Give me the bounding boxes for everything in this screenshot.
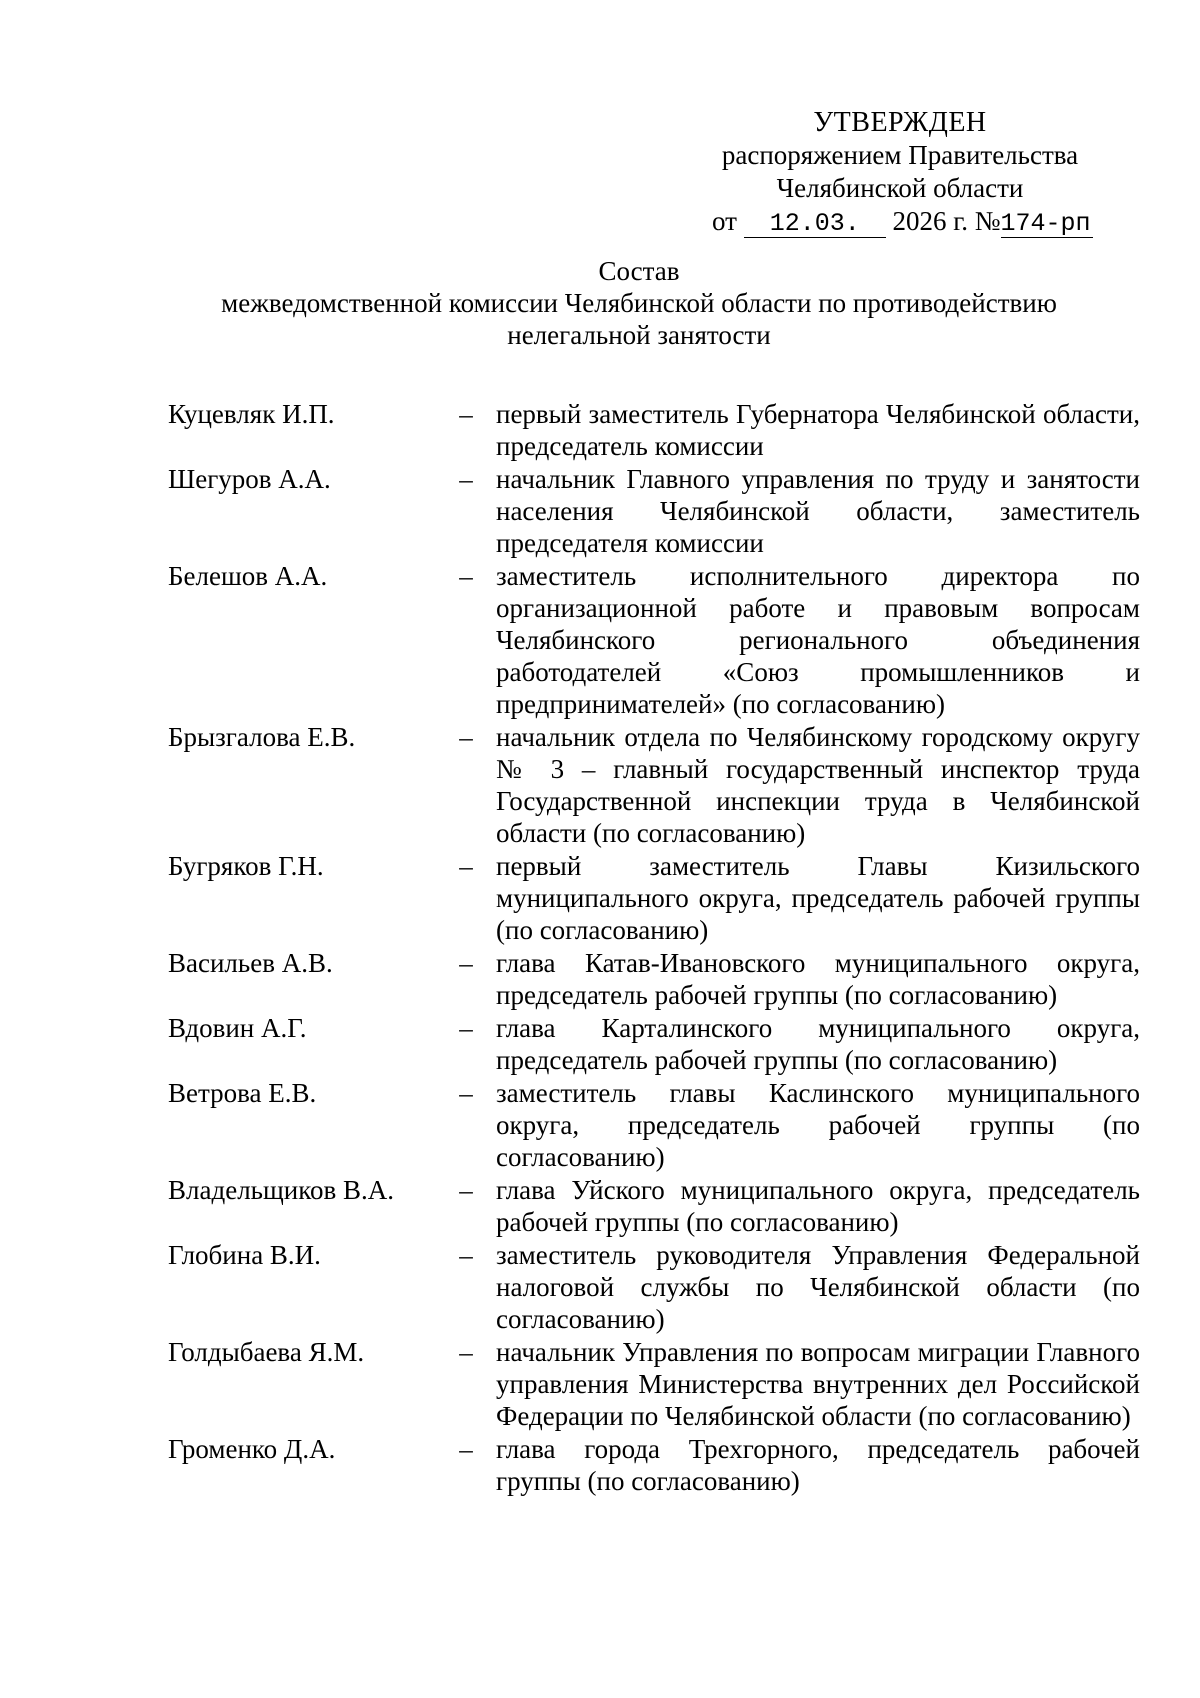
member-name: Белешов А.А. (168, 561, 328, 591)
member-role: глава Катав-Ивановского муниципального округа, председатель рабочей группы (по согласованию) (496, 948, 1140, 1010)
member-name: Владельщиков В.А. (168, 1175, 394, 1205)
member-name: Брызгалова Е.В. (168, 722, 356, 752)
member-dash: – (459, 722, 473, 752)
member-row (168, 1174, 1140, 1238)
member-name: Голдыбаева Я.М. (168, 1337, 365, 1367)
member-row (168, 1433, 1140, 1497)
member-name: Глобина В.И. (168, 1240, 321, 1270)
member-dash: – (459, 1337, 473, 1367)
member-dash: – (459, 1434, 473, 1464)
member-dash: – (459, 851, 473, 881)
document-number: 174-рп (1000, 209, 1091, 238)
approval-line-2: Челябинской области (776, 173, 1024, 203)
date-value: 12.03. (744, 211, 886, 238)
member-role: заместитель исполнительного директора по организационной работе и правовым вопросам Челябинского регионального объединения работодателей «Союз промышленников и предпринимателей» (по согласованию) (496, 561, 1140, 719)
member-row (168, 721, 1140, 849)
members-list (168, 398, 1140, 1498)
title-line-3: нелегальной занятости (507, 320, 771, 350)
member-dash: – (459, 464, 473, 494)
title-line-2: межведомственной комиссии Челябинской области по противодействию (221, 288, 1057, 318)
member-row (168, 560, 1140, 720)
approval-line-1: распоряжением Правительства (721, 140, 1079, 170)
year-text: 2026 г. № (892, 206, 1001, 236)
member-row (168, 398, 1140, 462)
member-row (168, 850, 1140, 946)
document-title (100, 255, 1178, 351)
member-dash: – (459, 561, 473, 591)
member-name: Васильев А.В. (168, 948, 333, 978)
member-row (168, 1336, 1140, 1432)
member-dash: – (459, 1240, 473, 1270)
member-role: заместитель руководителя Управления Федеральной налоговой службы по Челябинской области (по согласованию) (496, 1240, 1140, 1334)
member-row (168, 1012, 1140, 1076)
member-dash: – (459, 1078, 473, 1108)
member-dash: – (459, 1175, 473, 1205)
date-prefix: от (712, 206, 737, 236)
member-row (168, 463, 1140, 559)
member-row (168, 1077, 1140, 1173)
member-name: Куцевляк И.П. (168, 399, 335, 429)
member-role: заместитель главы Каслинского муниципального округа, председатель рабочей группы (по согласованию) (496, 1078, 1140, 1172)
member-role: первый заместитель Губернатора Челябинской области, председатель комиссии (496, 399, 1140, 461)
member-dash: – (459, 399, 473, 429)
title-line-1: Состав (598, 256, 680, 286)
approval-stamp (690, 106, 1110, 238)
member-role: глава города Трехгорного, председатель рабочей группы (по согласованию) (496, 1434, 1140, 1496)
member-row (168, 947, 1140, 1011)
member-role: глава Уйского муниципального округа, председатель рабочей группы (по согласованию) (496, 1175, 1140, 1237)
member-dash: – (459, 948, 473, 978)
member-name: Шегуров А.А. (168, 464, 331, 494)
member-name: Ветрова Е.В. (168, 1078, 317, 1108)
member-role: начальник отдела по Челябинскому городскому округу № 3 – главный государственный инспектор труда Государственной инспекции труда в Челябинской области (по согласованию) (496, 722, 1140, 848)
member-name: Вдовин А.Г. (168, 1013, 307, 1043)
member-role: глава Карталинского муниципального округа, председатель рабочей группы (по согласованию) (496, 1013, 1140, 1075)
member-role: первый заместитель Главы Кизильского муниципального округа, председатель рабочей группы (по согласованию) (496, 851, 1140, 945)
member-name: Бугряков Г.Н. (168, 851, 324, 881)
approval-date-line (712, 205, 1110, 238)
member-row (168, 1239, 1140, 1335)
member-role: начальник Главного управления по труду и занятости населения Челябинской области, заместитель председателя комиссии (496, 464, 1140, 558)
member-dash: – (459, 1013, 473, 1043)
member-role: начальник Управления по вопросам миграции Главного управления Министерства внутренних дел Российской Федерации по Челябинской области (по согласованию) (496, 1337, 1140, 1431)
approval-heading: УТВЕРЖДЕН (813, 107, 987, 138)
member-name: Громенко Д.А. (168, 1434, 336, 1464)
